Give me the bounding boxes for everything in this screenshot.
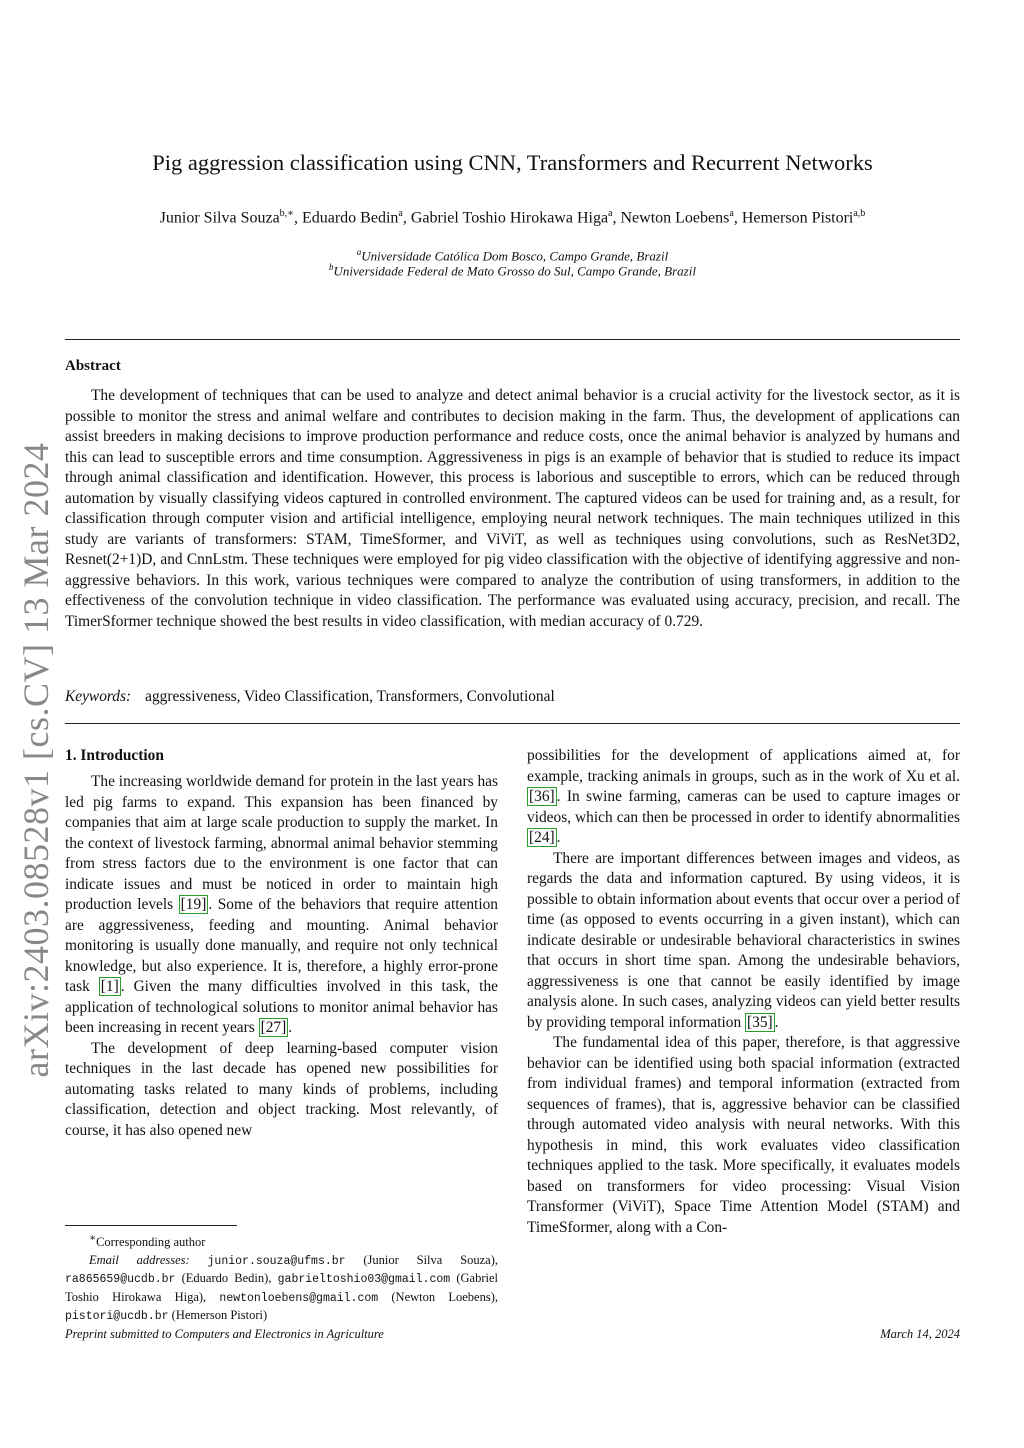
- affiliation-mark: b: [329, 262, 334, 272]
- paragraph: [65, 772, 498, 1039]
- footnote-text: Corresponding author: [96, 1235, 206, 1250]
- divider: [65, 723, 960, 724]
- keywords-label: Keywords:: [65, 688, 132, 705]
- divider: [65, 339, 960, 340]
- paragraph: [527, 849, 960, 1034]
- paragraph-text: There are important differences between images and videos, as regards the data and information captured. By using videos, it is possible to obtain information about events that occur over a period of time (as opposed to events occurring in a given instant), which can indicate desirable or undesirable behavioral characteristics in swines that occurs in short time span. Among the undesirable behaviors, aggressiveness is one that cannot be easily identified by image analysis alone. In such cases, analyzing videos can yield better results by providing temporal information: [527, 849, 960, 1031]
- corresponding-author-note: [65, 1230, 498, 1252]
- author-name: Junior Silva Souza: [159, 209, 280, 227]
- citation-link[interactable]: [27]: [260, 1019, 287, 1036]
- email-link[interactable]: newtonloebens@gmail.com: [219, 1291, 379, 1305]
- affiliation-text: Universidade Federal de Mato Grosso do Sul, Campo Grande, Brazil: [333, 263, 696, 279]
- author-affil-mark: a: [398, 208, 403, 219]
- author-affil-mark: a: [729, 208, 734, 219]
- abstract-text: The development of techniques that can be used to analyze and detect animal behavior is a crucial activity for the livestock sector, as it is possible to monitor the stress and animal welfare and contributes to decision making in the farm. Thus, the development of applications can assist breeders in making decisions to improve production performance and reduce costs, once the animal behavior is analyzed by humans and this can lead to susceptible errors and time consumption. Aggressiveness in pigs is an example of behavior that is studied to reduce its impact through animal classification and identification. However, this process is laborious and susceptible to errors, which can be reduced through automation by visually classifying videos captured in controlled environment. The captured videos can be used for training and, as a result, for classification through computer vision and artificial intelligence, employing neural network techniques. The main techniques utilized in this study are variants of transformers: STAM, TimeSformer, and ViViT, as well as techniques using convolutions, such as ResNet3D2, Resnet(2+1)D, and CnnLstm. These techniques were employed for pig video classification with the objective of identifying aggressive and non-aggressive behaviors. In this work, various techniques were compared to analyze the contribution of using transformers, in addition to the effectiveness of the convolution technique in video classification. The performance was evaluated using accuracy, precision, and recall. The TimerSformer technique showed the best results in video classification, with median accuracy of 0.729.: [65, 387, 960, 630]
- author-affil-mark: a,b: [853, 208, 866, 219]
- citation-link[interactable]: [35]: [747, 1013, 773, 1031]
- paragraph-text: . Some of the behaviors that require attention are aggressiveness, feeding and mounting. Animal behavior monitoring is usually done manually, and require not only technical knowledge, but also experience. It is, therefore, a highly error-prone task: [65, 896, 498, 995]
- footer-journal: Preprint submitted to Computers and Electronics in Agriculture: [65, 1327, 384, 1341]
- left-column: [65, 746, 498, 1141]
- email-link[interactable]: junior.souza@ufms.br: [207, 1254, 346, 1268]
- citation-link[interactable]: [36]: [529, 788, 555, 805]
- paragraph-text: . Given the many difficulties involved in this task, the application of technological solutions to monitor animal behavior has been increasing in recent years: [65, 978, 498, 1036]
- email-link[interactable]: pistori@ucdb.br: [65, 1310, 169, 1324]
- footer-date: March 14, 2024: [880, 1327, 960, 1341]
- paragraph: The fundamental idea of this paper, therefore, is that aggressive behavior can be identified using both spacial information (extracted from individual frames) and temporal information (extracted from sequences of frames), that is, aggressive behavior can be classified through automated video analysis with neural networks. With this hypothesis in mind, this work evaluates video classification techniques applied to the task. More specifically, it evaluates models based on transformers for video processing: Visual Vision Transformer (ViViT), Space Time Attention Model (STAM) and TimeSformer, along with a Con-: [527, 1034, 960, 1236]
- email-addresses: [65, 1252, 498, 1326]
- email-label: Email addresses:: [89, 1252, 190, 1267]
- paragraph: [527, 746, 960, 849]
- paragraph-text: The increasing worldwide demand for protein in the last years has led pig farms to expand. This expansion has been financed by companies that aim at large scale production to supply the market. In the context of livestock farming, abnormal animal behavior stemming from stress factors due to the environment is one factor that can indicate issues and must be noticed in order to maintain high production levels: [65, 773, 498, 913]
- author-name: Eduardo Bedin: [301, 209, 399, 227]
- keywords-text: aggressiveness, Video Classification, Transformers, Convolutional: [145, 688, 555, 705]
- footnote-mark: ∗: [89, 1233, 97, 1244]
- affiliation-text: Universidade Católica Dom Bosco, Campo Grande, Brazil: [361, 248, 669, 264]
- footnote-divider: [65, 1225, 237, 1226]
- author-name: Gabriel Toshio Hirokawa Higa: [410, 209, 609, 227]
- affiliation-mark: a: [356, 247, 362, 257]
- paragraph-text: .: [288, 1019, 293, 1036]
- arxiv-identifier: arXiv:2403.08528v1 [cs.CV] 13 Mar 2024: [16, 442, 56, 1078]
- paragraph: The development of deep learning-based computer vision techniques in the last decade has opened new possibilities for automating tasks related to many kinds of problems, including classification, detection and object tracking. Most relevantly, of course, it has also opened new: [65, 1039, 498, 1139]
- author-name: Hemerson Pistori: [741, 209, 854, 227]
- footnotes: [65, 1230, 498, 1326]
- email-owner: (Eduardo Bedin),: [175, 1271, 278, 1286]
- paragraph-text: . In swine farming, cameras can be used to capture images or videos, which can then be processed in order to identify abnormalities: [527, 788, 960, 826]
- citation-link[interactable]: [19]: [180, 896, 207, 913]
- citation-link[interactable]: [24]: [529, 829, 555, 846]
- paragraph-text: .: [556, 829, 561, 846]
- citation-link[interactable]: [1]: [100, 978, 119, 995]
- author-affil-mark: a: [608, 208, 613, 219]
- email-owner: (Gabriel Toshio Hirokawa Higa),: [65, 1271, 499, 1304]
- keywords: [65, 688, 960, 706]
- abstract-heading: Abstract: [65, 358, 121, 374]
- right-column: [527, 746, 960, 1238]
- paragraph-text: .: [774, 1013, 779, 1031]
- email-owner: (Newton Loebens),: [391, 1289, 498, 1304]
- email-owner: (Hemerson Pistori): [168, 1308, 268, 1323]
- arxiv-sidebar: [4, 440, 68, 1080]
- author-name: Newton Loebens: [620, 209, 730, 227]
- paragraph-text: possibilities for the development of applications aimed at, for example, tracking animals in groups, such as in the work of Xu et al.: [527, 747, 960, 785]
- email-link[interactable]: ra865659@ucdb.br: [65, 1273, 176, 1287]
- section-heading: 1. Introduction: [65, 747, 164, 764]
- email-link[interactable]: gabrieltoshio03@gmail.com: [277, 1273, 451, 1287]
- email-owner: (Junior Silva Souza),: [345, 1252, 498, 1267]
- paper-title: Pig aggression classification using CNN, Transformers and Recurrent Networks: [152, 150, 873, 175]
- author-list: Junior Silva Souza$^{b,∗}$, Eduardo Bedin$^a$, Gabriel Toshio Hirokawa Higa$^a$, Newton Loebens$^a$, Hemerson Pistori$^{a,b}$: [159, 208, 866, 227]
- affiliation: [65, 262, 960, 279]
- author-affil-mark: b,∗: [279, 208, 294, 219]
